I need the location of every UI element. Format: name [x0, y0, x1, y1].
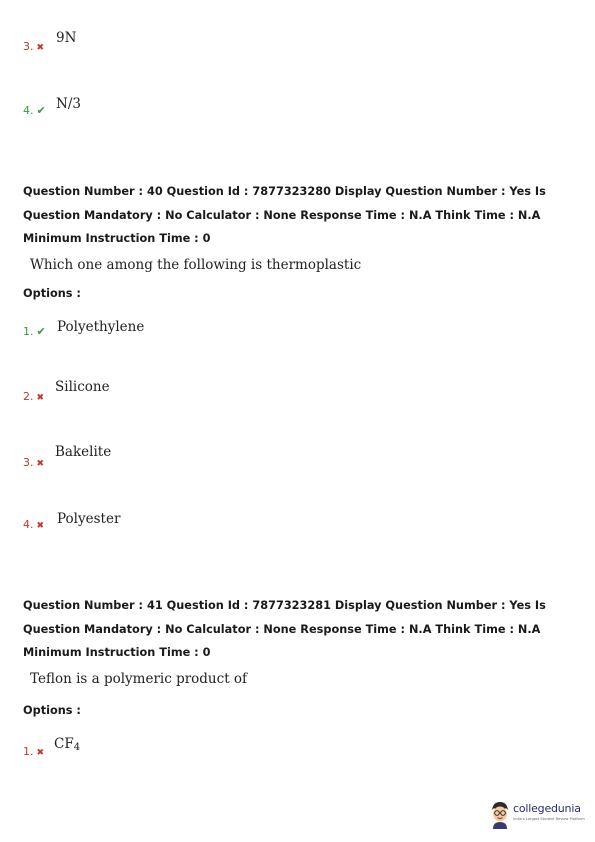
option-text: 9N [56, 30, 77, 46]
question-41-text: Teflon is a polymeric product of [30, 671, 248, 687]
question-41-options-label: Options : [23, 704, 81, 717]
option-number: 3. [23, 40, 34, 53]
wrong-mark-icon: ✖ [36, 393, 45, 403]
student-mascot-icon [489, 800, 511, 830]
option-number: 1. [23, 745, 34, 758]
logo-name: collegedunia [513, 802, 581, 815]
wrong-mark-icon: ✖ [36, 459, 45, 469]
logo-tagline: India's Largest Student Review Platform [513, 817, 585, 821]
option-number: 4. [23, 518, 34, 531]
option-text: Polyethylene [57, 319, 145, 335]
option-text: Silicone [55, 379, 110, 395]
wrong-mark-icon: ✖ [36, 43, 45, 53]
correct-check-icon: ✔ [36, 325, 46, 338]
formula-subscript: 4 [73, 742, 81, 753]
question-40-meta: Question Number : 40 Question Id : 7877323280 Display Question Number : Yes Is Question Mandatory : No Calculator : None Response Time : N.A Think Time : N.A Minimum Instruction Time : 0 [23, 185, 550, 245]
wrong-mark-icon: ✖ [36, 521, 45, 531]
option-text: N/3 [56, 96, 81, 112]
question-40-text: Which one among the following is thermoplastic [30, 257, 362, 273]
wrong-mark-icon: ✖ [36, 748, 45, 758]
question-40-options-label: Options : [23, 287, 81, 300]
option-text: Polyester [57, 511, 121, 527]
collegedunia-logo [489, 800, 589, 832]
question-41-meta: Question Number : 41 Question Id : 7877323281 Display Question Number : Yes Is Question Mandatory : No Calculator : None Response Time : N.A Think Time : N.A Minimum Instruction Time : 0 [23, 599, 550, 659]
option-number: 3. [23, 456, 34, 469]
option-number: 2. [23, 390, 34, 403]
correct-check-icon: ✔ [36, 104, 46, 117]
option-text: Bakelite [55, 444, 112, 460]
formula-main: CF [54, 736, 74, 752]
option-number: 1. [23, 325, 34, 338]
option-text [54, 736, 80, 753]
option-number: 4. [23, 104, 34, 117]
